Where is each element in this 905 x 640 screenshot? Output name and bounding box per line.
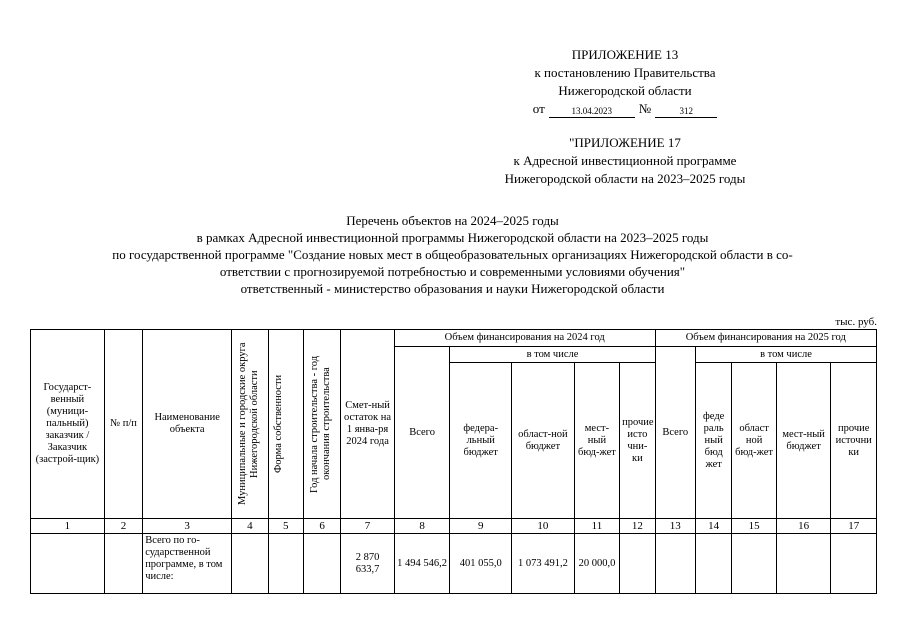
header-years-text: Год начала строительства - год окончания строительства — [309, 355, 333, 493]
column-number: 1 — [31, 519, 105, 534]
title-line3: по государственной программе "Создание новых мест в общеобразовательных организациях Нижегородской области в со- — [112, 247, 793, 262]
column-number: 5 — [268, 519, 303, 534]
header-incl-2024: в том числе — [450, 347, 655, 363]
header-ownership-text: Форма собственности — [272, 374, 284, 474]
document-title — [30, 212, 875, 297]
cell-local-2025 — [776, 534, 831, 594]
header-districts-text: Муниципальные и городские округа Нижегородской области — [236, 342, 260, 506]
column-number-row — [31, 519, 877, 534]
cell-federal-2025 — [695, 534, 731, 594]
appendix-17-line3: Нижегородской области на 2023–2025 годы — [504, 171, 746, 186]
appendix-13-line2: к постановлению Правительства — [534, 65, 716, 80]
title-line1: Перечень объектов на 2024–2025 годы — [346, 213, 559, 228]
column-number: 14 — [695, 519, 731, 534]
title-line4: ответствии с прогнозируемой потребностью и современными условиями обучения" — [219, 264, 686, 279]
from-label: от — [532, 101, 545, 116]
cell-ownership — [268, 534, 303, 594]
column-number: 8 — [394, 519, 450, 534]
column-number: 6 — [303, 519, 340, 534]
header-federal-2024: федера-льный бюджет — [450, 363, 512, 519]
cell-customer — [31, 534, 105, 594]
resolution-number: 312 — [655, 106, 717, 118]
column-number: 16 — [776, 519, 831, 534]
header-total-2025: Всего — [655, 347, 695, 519]
resolution-date: 13.04.2023 — [549, 106, 635, 118]
appendix-13-line3: Нижегородской области — [558, 83, 692, 98]
objects-table — [30, 329, 877, 594]
header-local-2024: мест-ный бюд-жет — [574, 363, 619, 519]
resolution-number-line — [480, 100, 770, 118]
header-total-2024: Всего — [394, 347, 450, 519]
cell-local-2024: 20 000,0 — [574, 534, 619, 594]
header-regional-2025: област ной бюд-жет — [732, 363, 776, 519]
header-object-name: Наименование объекта — [143, 330, 232, 519]
appendix-17-line1: "ПРИЛОЖЕНИЕ 17 — [569, 135, 681, 150]
number-label: № — [638, 101, 652, 116]
appendix-13-line1: ПРИЛОЖЕНИЕ 13 — [571, 47, 679, 62]
header-fin-2025: Объем финансирования на 2025 год — [655, 330, 876, 347]
cell-regional-2024: 1 073 491,2 — [512, 534, 575, 594]
column-number: 13 — [655, 519, 695, 534]
appendix-17-line2: к Адресной инвестиционной программе — [513, 153, 737, 168]
cell-total-2024: 1 494 546,2 — [394, 534, 450, 594]
column-number: 12 — [620, 519, 655, 534]
appendix-17-header — [470, 134, 780, 188]
cell-object-name: Всего по го-сударственной программе, в том числе: — [143, 534, 232, 594]
header-incl-2025: в том числе — [695, 347, 876, 363]
cell-districts — [232, 534, 268, 594]
units-label: тыс. руб. — [835, 316, 877, 328]
header-districts — [232, 330, 268, 519]
column-number: 10 — [512, 519, 575, 534]
cell-regional-2025 — [732, 534, 776, 594]
header-balance: Смет-ный остаток на 1 янва-ря 2024 года — [341, 330, 395, 519]
header-years — [303, 330, 340, 519]
column-number: 4 — [232, 519, 268, 534]
header-other-2025: прочие источни ки — [831, 363, 877, 519]
table-row — [31, 534, 877, 594]
header-regional-2024: област-ной бюджет — [512, 363, 575, 519]
title-line2: в рамках Адресной инвестиционной программы Нижегородской области на 2023–2025 годы — [196, 230, 709, 245]
cell-balance: 2 870 633,7 — [341, 534, 395, 594]
header-fin-2024: Объем финансирования на 2024 год — [394, 330, 655, 347]
column-number: 2 — [104, 519, 142, 534]
column-number: 3 — [143, 519, 232, 534]
cell-years — [303, 534, 340, 594]
cell-number — [104, 534, 142, 594]
column-number: 9 — [450, 519, 512, 534]
header-federal-2025: феде раль ный бюд жет — [695, 363, 731, 519]
column-number: 7 — [341, 519, 395, 534]
column-number: 17 — [831, 519, 877, 534]
appendix-13-header — [480, 46, 770, 118]
header-customer: Государст-венный (муници-пальный) заказчик / Заказчик (застрой-щик) — [31, 330, 105, 519]
cell-other-2024 — [620, 534, 655, 594]
cell-other-2025 — [831, 534, 877, 594]
cell-total-2025 — [655, 534, 695, 594]
column-number: 11 — [574, 519, 619, 534]
header-other-2024: прочие исто чни-ки — [620, 363, 655, 519]
column-number: 15 — [732, 519, 776, 534]
cell-federal-2024: 401 055,0 — [450, 534, 512, 594]
header-ownership — [268, 330, 303, 519]
header-number: № п/п — [104, 330, 142, 519]
title-line5: ответственный - министерство образования и науки Нижегородской области — [240, 281, 665, 296]
header-local-2025: мест-ный бюджет — [776, 363, 831, 519]
